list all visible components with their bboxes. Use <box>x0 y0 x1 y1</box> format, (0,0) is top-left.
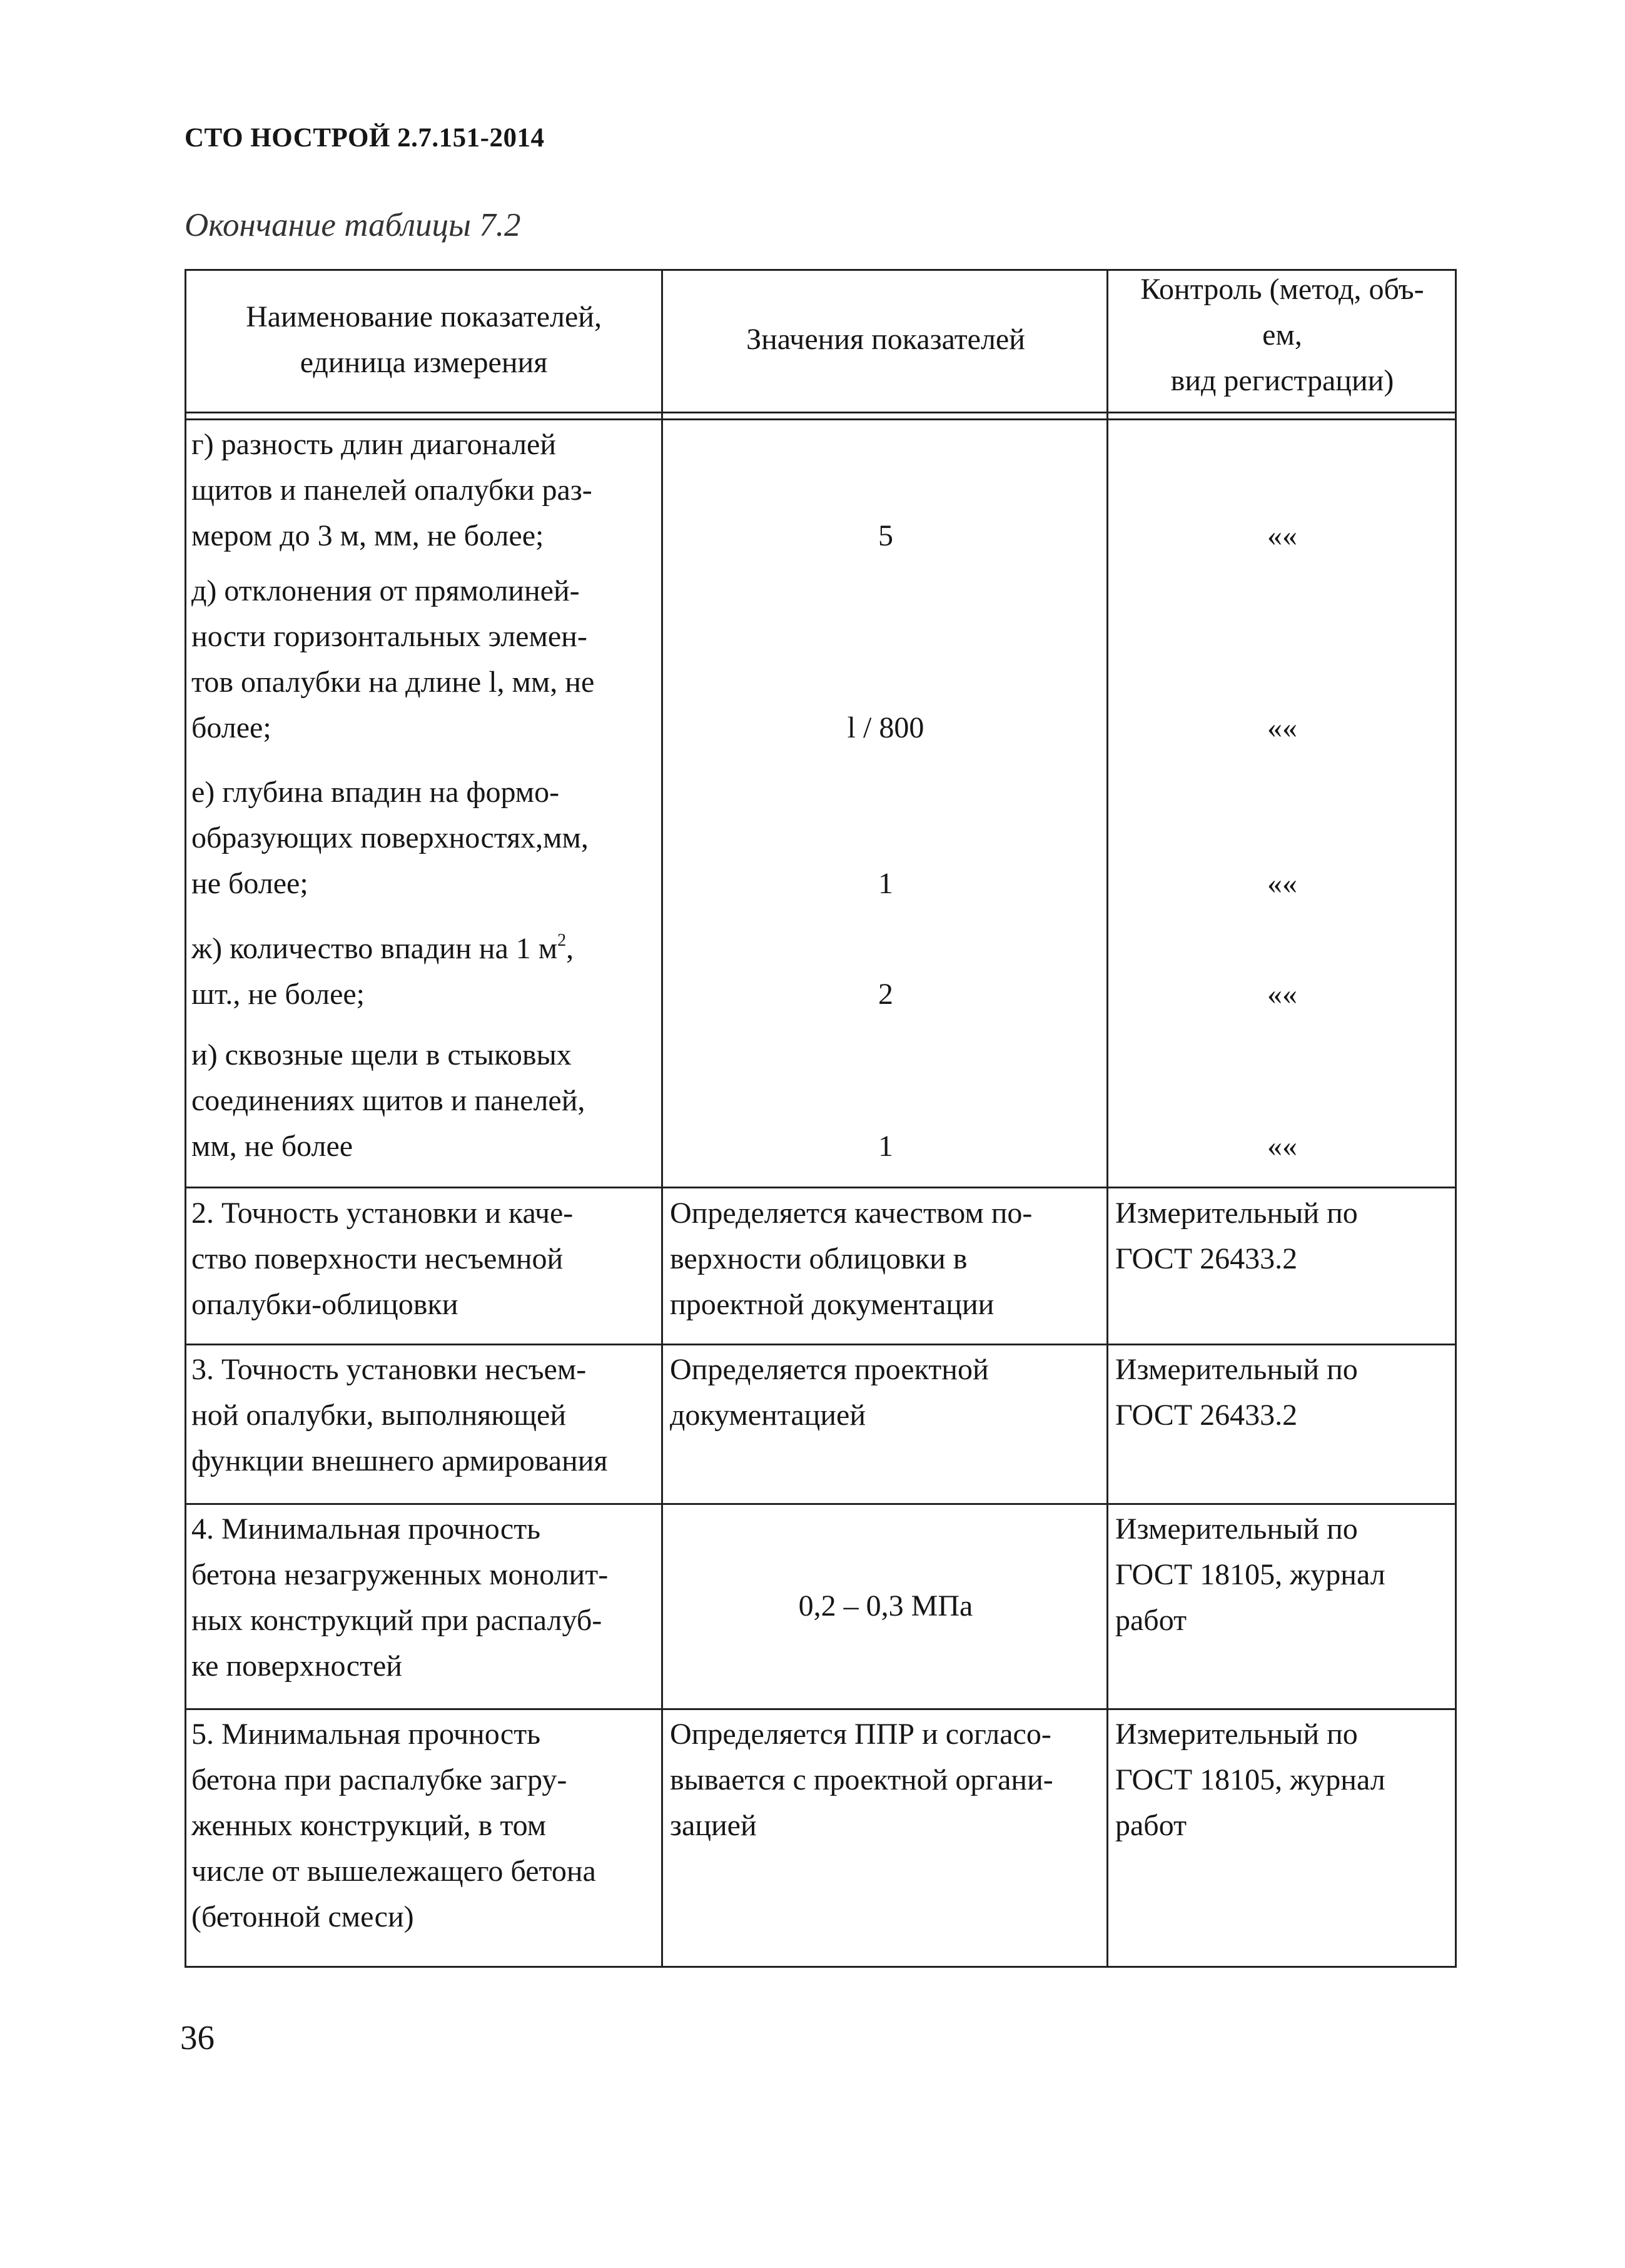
subitem-control: «« <box>1267 1130 1297 1163</box>
row-control: Измерительный по ГОСТ 18105, журнал работ <box>1115 1718 1385 1842</box>
header-indicator-value: Значения показателей <box>746 323 1025 356</box>
subitem-label: ж) количество впадин на 1 $м^2$, шт., не более; <box>191 931 574 1011</box>
row-separator <box>185 1503 1457 1505</box>
subitem-value: 5 <box>878 519 893 552</box>
subitem-control: «« <box>1267 867 1297 900</box>
subitem-label: д) отклонения от прямолиней- ности горизонтальных элемен- тов опалубки на длине l, мм, не более; <box>191 574 595 744</box>
indicators-table <box>185 269 1457 1968</box>
table-border-bottom <box>185 1966 1457 1968</box>
subitem-label: е) глубина впадин на формо- образующих поверхностях,мм, не более; <box>191 776 589 900</box>
page-number: 36 <box>180 2018 215 2057</box>
subitem-control: «« <box>1267 978 1297 1011</box>
row-indicator-value: Определяется ППР и согласо- вывается с проектной органи- зацией <box>670 1718 1053 1842</box>
subitem-value: l / 800 <box>847 711 924 744</box>
header-indicator-name: Наименование показателей, единица измерения <box>246 300 602 379</box>
row-separator <box>185 1344 1457 1345</box>
row-separator <box>185 1187 1457 1188</box>
row-indicator-name: 3. Точность установки несъем- ной опалубки, выполняющей функции внешнего армирования <box>191 1353 608 1477</box>
row-control: Измерительный по ГОСТ 26433.2 <box>1115 1353 1358 1432</box>
row-indicator-name: 4. Минимальная прочность бетона незагруженных монолит- ных конструкций при распалуб- ке поверхностей <box>191 1512 609 1683</box>
table-border-left <box>185 269 186 1968</box>
subitem-value: 1 <box>878 867 893 900</box>
subitem-value: 2 <box>878 978 893 1011</box>
row-indicator-name: 5. Минимальная прочность бетона при распалубке загру- женных конструкций, в том числе от вышележащего бетона (бетонной смеси) <box>191 1718 596 1933</box>
subitem-label: и) сквозные щели в стыковых соединениях щитов и панелей, мм, не более <box>191 1038 585 1163</box>
subitem-control: «« <box>1267 711 1297 744</box>
row-indicator-value: Определяется проектной документацией <box>670 1353 989 1432</box>
subitem-value: 1 <box>878 1130 893 1163</box>
document-code: СТО НОСТРОЙ 2.7.151-2014 <box>185 123 545 153</box>
subitem-label: г) разность длин диагоналей щитов и панелей опалубки раз- мером до 3 м, мм, не более; <box>191 428 592 552</box>
table-caption: Окончание таблицы 7.2 <box>185 207 521 243</box>
header-control: Контроль (метод, объ- ем, вид регистрации) <box>1140 273 1424 397</box>
row-indicator-name: 2. Точность установки и каче- ство поверхности несъемной опалубки-облицовки <box>191 1197 574 1321</box>
header-separator <box>185 412 1457 420</box>
row-indicator-value: Определяется качеством по- верхности облицовки в проектной документации <box>670 1197 1033 1321</box>
row-control: Измерительный по ГОСТ 18105, журнал работ <box>1115 1512 1385 1637</box>
row-separator <box>185 1708 1457 1710</box>
subitem-control: «« <box>1267 519 1297 552</box>
row-indicator-value: 0,2 – 0,3 МПа <box>798 1589 973 1623</box>
row-control: Измерительный по ГОСТ 26433.2 <box>1115 1197 1358 1275</box>
